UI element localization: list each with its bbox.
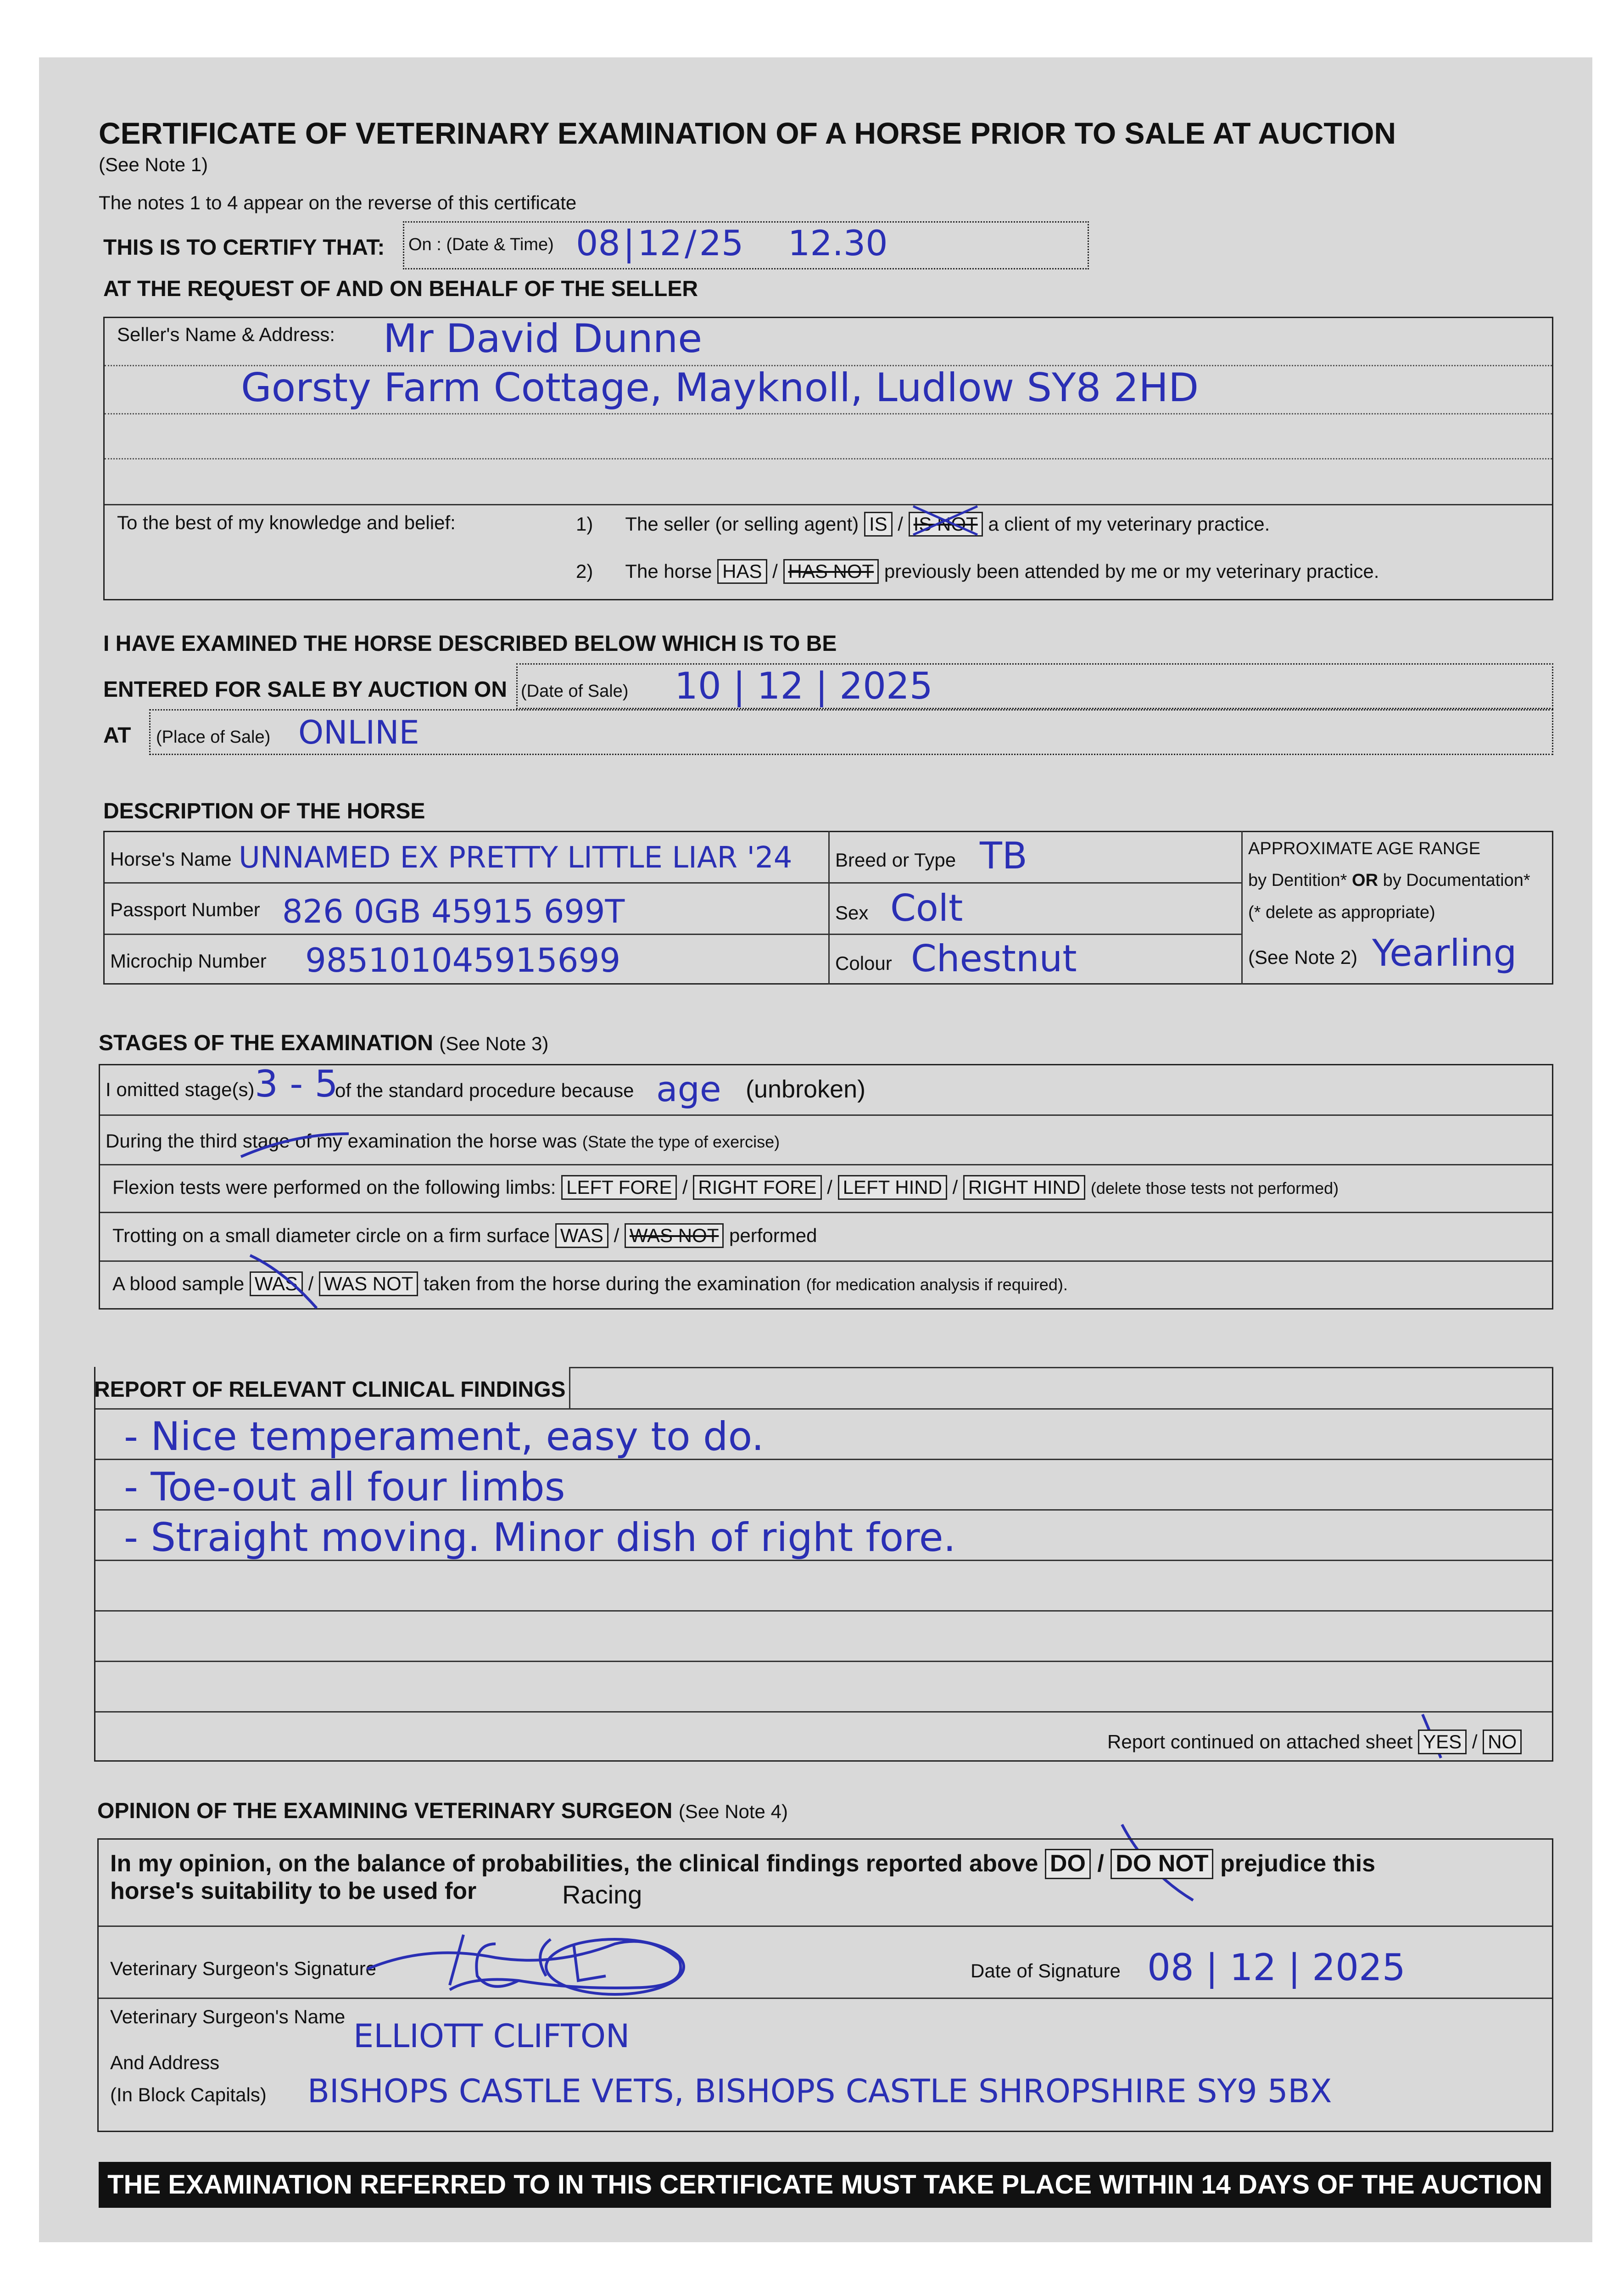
vet-address: BISHOPS CASTLE VETS, BISHOPS CASTLE SHROPSHIRE SY9 5BX <box>307 2072 1332 2110</box>
finding-line-2: - Toe-out all four limbs <box>124 1464 565 1510</box>
vet-name: ELLIOTT CLIFTON <box>353 2017 630 2055</box>
rule <box>99 1926 1552 1927</box>
sex-label: Sex <box>835 902 869 924</box>
date-time-label: On : (Date & Time) <box>408 235 554 254</box>
rule <box>95 1610 1552 1612</box>
colour: Chestnut <box>911 937 1077 980</box>
horse-name-label: Horse's Name <box>110 848 232 870</box>
strike-of-my <box>241 1134 349 1157</box>
breed: TB <box>980 834 1027 877</box>
sale-place-label: (Place of Sale) <box>156 728 271 747</box>
opinion-text-1: In my opinion, on the balance of probabilities, the clinical findings reported above DO / DO NOT prejudice this <box>110 1849 1375 1879</box>
strike-is-not <box>913 506 977 535</box>
blood-was-not-option: WAS NOT <box>319 1271 418 1296</box>
notes-line: The notes 1 to 4 appear on the reverse of this certificate <box>99 192 577 213</box>
right-fore-option: RIGHT FORE <box>693 1175 821 1200</box>
knowledge-label: To the best of my knowledge and belief: <box>117 512 456 533</box>
no-option: NO <box>1483 1730 1522 1754</box>
stages-heading: STAGES OF THE EXAMINATION (See Note 3) <box>99 1031 549 1055</box>
sale-heading-2: ENTERED FOR SALE BY AUCTION ON <box>103 677 508 702</box>
passport-label: Passport Number <box>110 899 260 920</box>
at-label: AT <box>103 723 131 748</box>
signature-date: 08 | 12 | 2025 <box>1147 1946 1406 1989</box>
has-not-option: HAS NOT <box>783 559 879 584</box>
breed-label: Breed or Type <box>835 849 956 871</box>
microchip-number: 985101045915699 <box>305 941 621 980</box>
age-by-line: by Dentition* OR by Documentation* <box>1248 871 1530 890</box>
age-delete-note: (* delete as appropriate) <box>1248 903 1435 922</box>
omit-reason: age <box>656 1069 721 1109</box>
intended-use: Racing <box>562 1880 642 1909</box>
left-hind-option: LEFT HIND <box>838 1175 947 1200</box>
footer-banner: THE EXAMINATION REFERRED TO IN THIS CERTIFICATE MUST TAKE PLACE WITHIN 14 DAYS OF THE AUCTION <box>99 2162 1551 2208</box>
opinion-text-2: horse's suitability to be used for <box>110 1878 477 1904</box>
trot-row: Trotting on a small diameter circle on a firm surface WAS / WAS NOT performed <box>112 1223 817 1248</box>
vet-address-label: And Address <box>110 2052 220 2073</box>
seller-address: Gorsty Farm Cottage, Mayknoll, Ludlow SY8 2HD <box>241 365 1199 411</box>
blood-row: A blood sample WAS / WAS NOT taken from the horse during the examination (for medication analysis if required). <box>112 1271 1068 1296</box>
report-continued: Report continued on attached sheet YES / NO <box>1107 1730 1522 1754</box>
is-not-option: IS NOT <box>909 512 983 537</box>
trot-was-option: WAS <box>555 1223 608 1248</box>
colour-label: Colour <box>835 952 892 974</box>
omit-reason-2: (unbroken) <box>746 1075 866 1103</box>
opinion-heading: OPINION OF THE EXAMINING VETERINARY SURGEON (See Note 4) <box>97 1799 788 1823</box>
sale-date: 10 | 12 | 2025 <box>675 665 933 707</box>
trot-was-not-option: WAS NOT <box>625 1223 724 1248</box>
finding-line-3: - Straight moving. Minor dish of right fore. <box>124 1515 956 1561</box>
vet-name-label: Veterinary Surgeon's Name <box>110 2006 346 2027</box>
sale-place: ONLINE <box>298 714 419 751</box>
statement-1: 1) The seller (or selling agent) IS / IS NOT a client of my veterinary practice. <box>576 512 1270 537</box>
age-see-note: (See Note 2) <box>1248 946 1358 968</box>
passport-number: 826 0GB 45915 699T <box>282 893 625 930</box>
seller-heading: AT THE REQUEST OF AND ON BEHALF OF THE SELLER <box>103 277 698 301</box>
strike-blood-was <box>250 1255 317 1308</box>
is-option: IS <box>864 512 893 537</box>
certificate-title: CERTIFICATE OF VETERINARY EXAMINATION OF A HORSE PRIOR TO SALE AT AUCTION <box>99 116 1396 150</box>
left-fore-option: LEFT FORE <box>561 1175 677 1200</box>
rule <box>95 1711 1552 1713</box>
signature-date-label: Date of Signature <box>971 1960 1121 1982</box>
yes-option: YES <box>1418 1730 1467 1754</box>
rule <box>569 1367 570 1408</box>
seller-name: Mr David Dunne <box>383 316 703 362</box>
statement-2: 2) The horse HAS / HAS NOT previously been attended by me or my veterinary practice. <box>576 559 1379 584</box>
seller-name-label: Seller's Name & Address: <box>117 324 335 345</box>
certify-label: THIS IS TO CERTIFY THAT: <box>103 235 385 260</box>
signature-label: Veterinary Surgeon's Signature <box>110 1958 377 1979</box>
do-option: DO <box>1045 1849 1091 1879</box>
rule <box>95 1408 1552 1410</box>
right-hind-option: RIGHT HIND <box>963 1175 1085 1200</box>
has-option: HAS <box>717 559 767 584</box>
rule <box>569 1367 1553 1368</box>
third-stage-row: During the third stage of my examination the horse was (State the type of exercise) <box>106 1130 780 1152</box>
age-value: Yearling <box>1372 932 1517 974</box>
microchip-label: Microchip Number <box>110 950 267 972</box>
sex: Colt <box>890 887 963 929</box>
rule <box>99 1998 1552 1999</box>
report-heading: REPORT OF RELEVANT CLINICAL FINDINGS <box>94 1377 566 1402</box>
omit-row: I omitted stage(s) <box>106 1079 255 1100</box>
see-note-1: (See Note 1) <box>99 154 208 175</box>
blood-was-option: WAS <box>250 1271 303 1296</box>
exam-date-time: 08|12/25 12.30 <box>576 223 888 263</box>
vet-signature <box>358 1926 753 2004</box>
horse-name: UNNAMED EX PRETTY LITTLE LIAR '24 <box>239 841 792 875</box>
omit-stages-value: 3 - 5 <box>255 1063 338 1105</box>
flexion-row: Flexion tests were performed on the following limbs: LEFT FORE / RIGHT FORE / LEFT HIND / RIGHT HIND (delete those tests not performed) <box>112 1175 1339 1200</box>
omit-mid: of the standard procedure because <box>335 1080 634 1101</box>
block-capitals-label: (In Block Capitals) <box>110 2084 267 2105</box>
sale-date-label: (Date of Sale) <box>521 682 629 701</box>
horse-heading: DESCRIPTION OF THE HORSE <box>103 799 425 823</box>
do-not-option: DO NOT <box>1111 1849 1213 1879</box>
age-heading: APPROXIMATE AGE RANGE <box>1248 839 1481 858</box>
rule <box>95 1661 1552 1662</box>
finding-line-1: - Nice temperament, easy to do. <box>124 1414 765 1460</box>
sale-heading-1: I HAVE EXAMINED THE HORSE DESCRIBED BELOW WHICH IS TO BE <box>103 632 837 656</box>
